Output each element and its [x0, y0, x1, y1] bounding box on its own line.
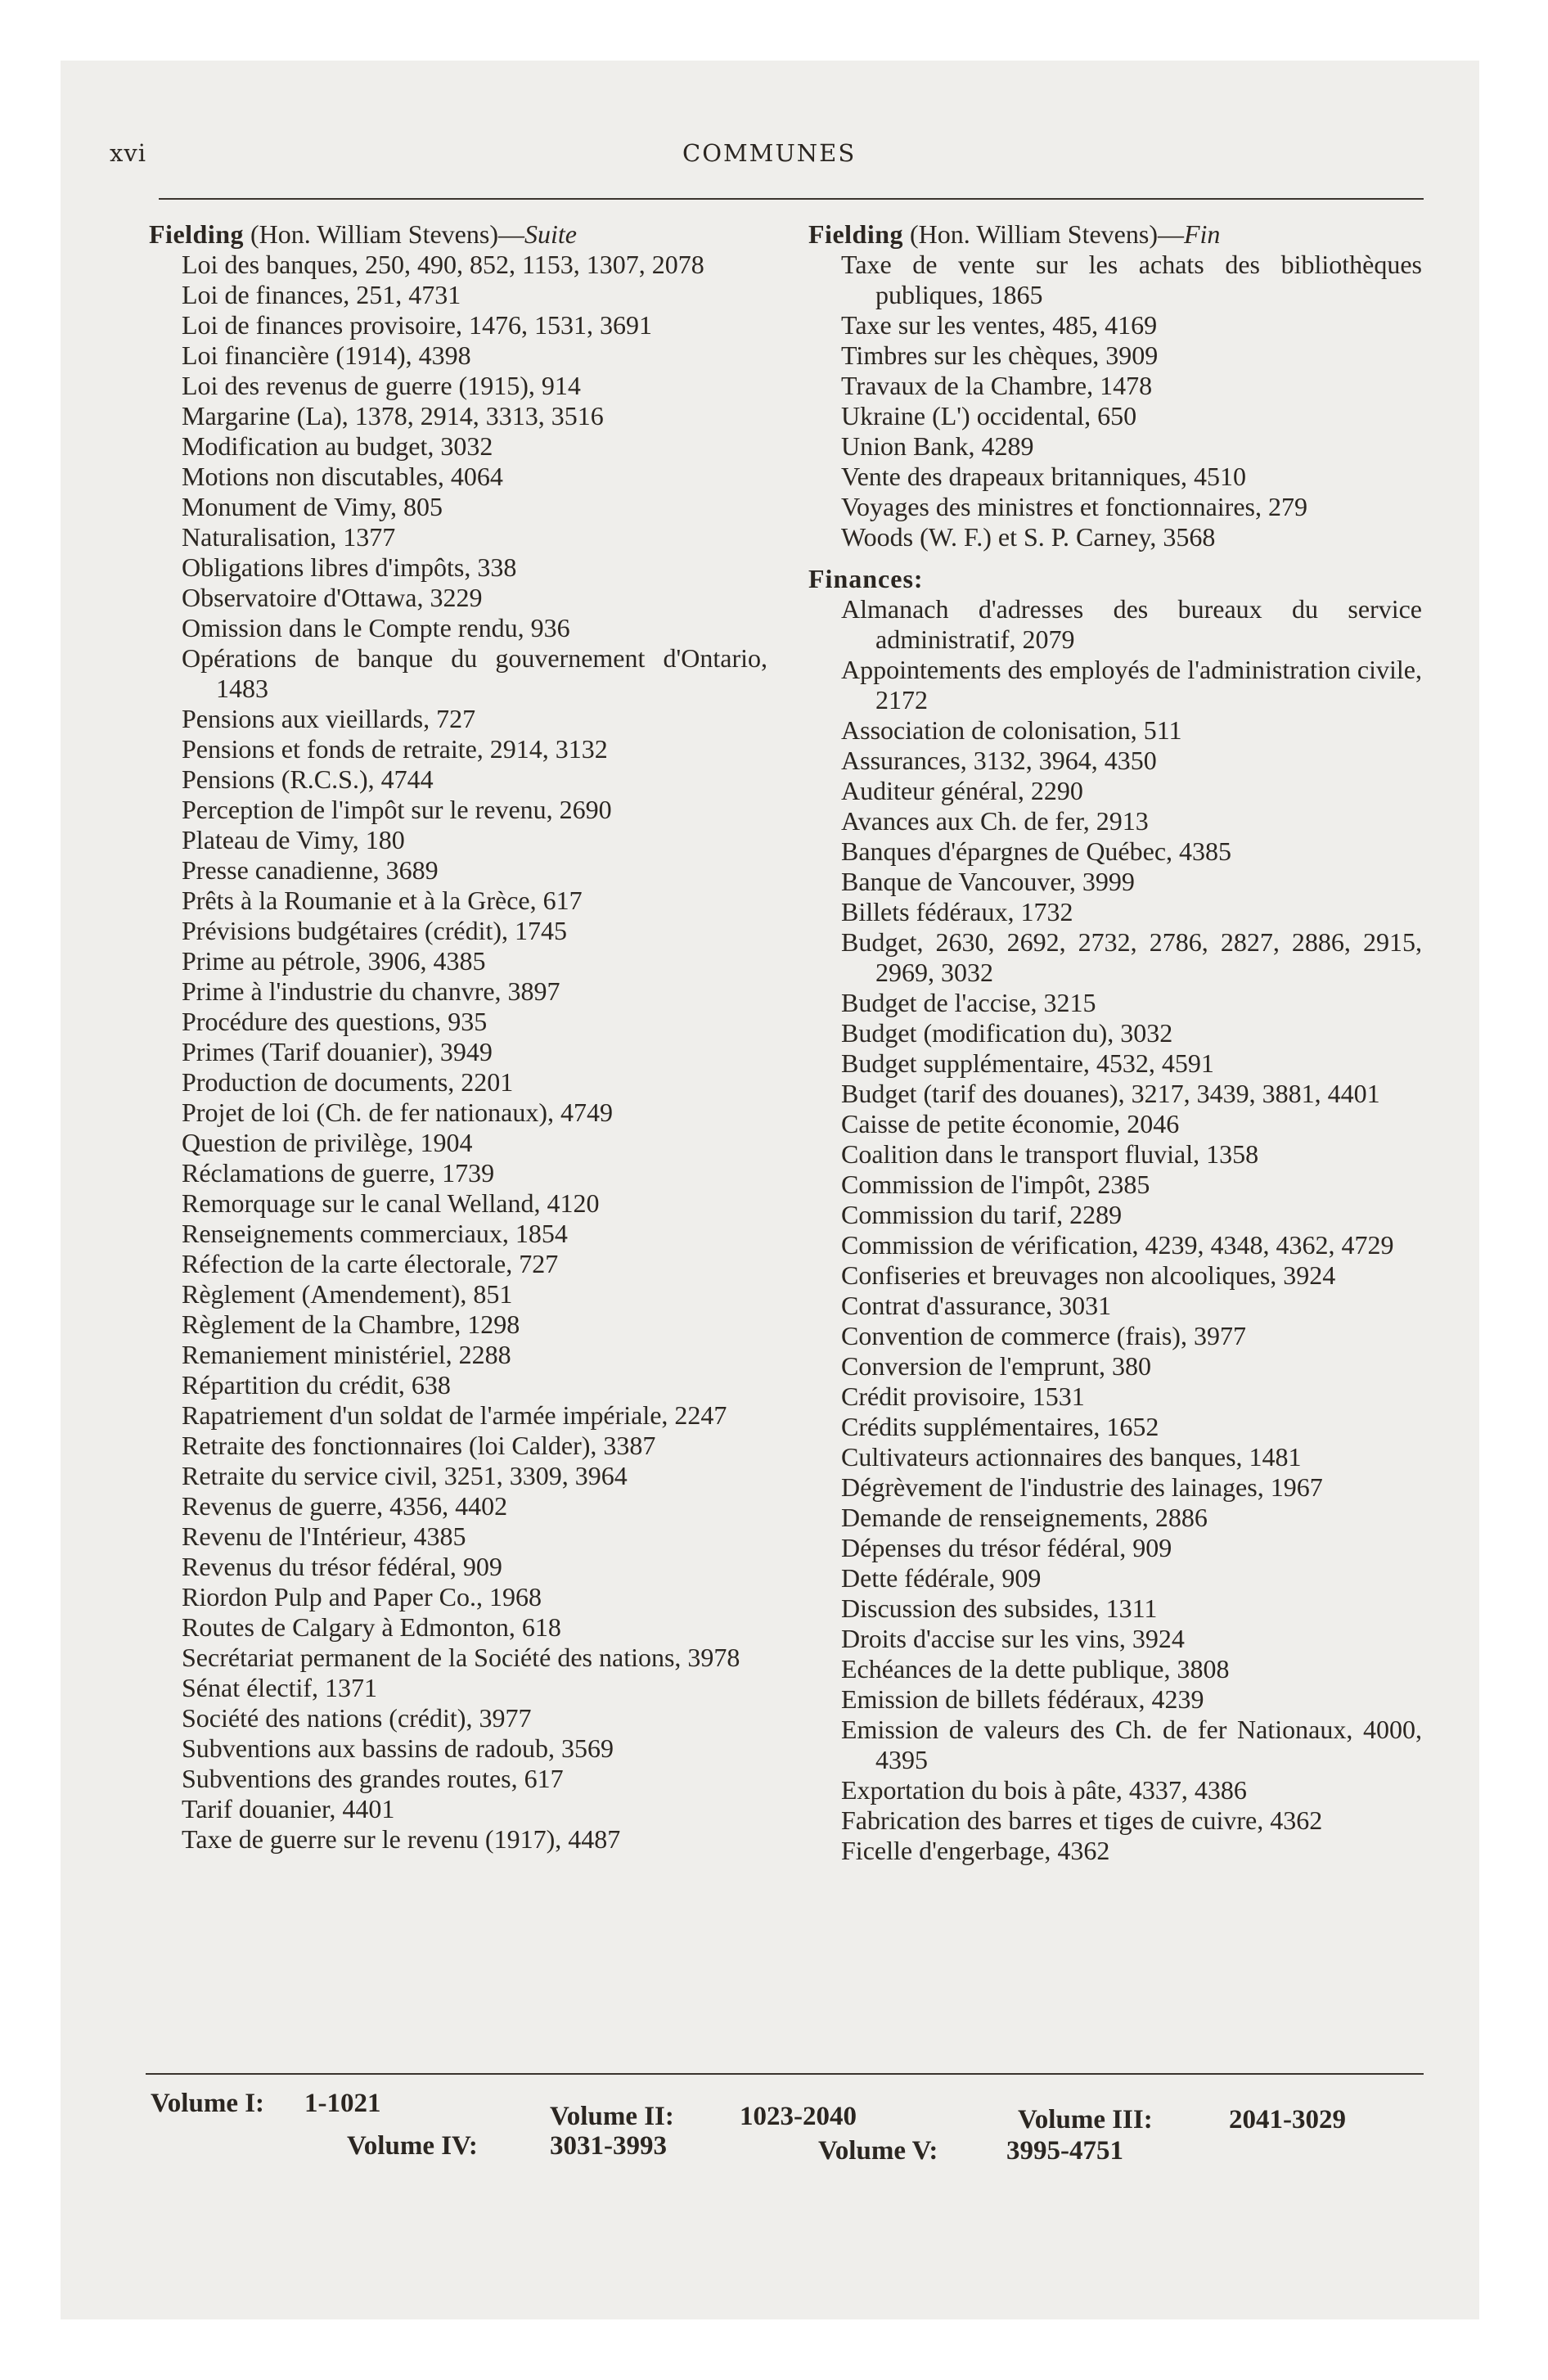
- index-entry: Droits d'accise sur les vins, 3924: [841, 1624, 1185, 1653]
- heading-suffix: Fin: [1183, 219, 1221, 249]
- volume-2-label: Volume II:: [550, 2102, 674, 2131]
- index-entry: Pensions et fonds de retraite, 2914, 3132: [182, 734, 608, 764]
- index-entry: Dette fédérale, 909: [841, 1563, 1042, 1593]
- index-entry: Règlement (Amendement), 851: [182, 1279, 513, 1309]
- index-entry: Observatoire d'Ottawa, 3229: [182, 583, 483, 612]
- volume-3-label: Volume III:: [1018, 2105, 1153, 2134]
- index-entry: Prévisions budgétaires (crédit), 1745: [182, 916, 567, 945]
- index-entry: Loi de finances, 251, 4731: [182, 280, 461, 309]
- index-entry: Revenus de guerre, 4356, 4402: [182, 1491, 508, 1521]
- index-entry: Loi de finances provisoire, 1476, 1531, 3691: [182, 310, 652, 340]
- index-entry: Commission du tarif, 2289: [841, 1200, 1123, 1229]
- index-entry: Monument de Vimy, 805: [182, 492, 443, 521]
- heading-rest: (Hon. William Stevens)—: [903, 219, 1184, 249]
- index-entry: Subventions des grandes routes, 617: [182, 1764, 564, 1793]
- index-entry: Règlement de la Chambre, 1298: [182, 1309, 520, 1339]
- index-entry: Commission de l'impôt, 2385: [841, 1170, 1150, 1199]
- index-entry: Budget (tarif des douanes), 3217, 3439, 3881, 4401: [841, 1079, 1380, 1108]
- index-entry: Coalition dans le transport fluvial, 1358: [841, 1139, 1259, 1169]
- index-entry: Budget (modification du), 3032: [841, 1018, 1173, 1048]
- page-title: COMMUNES: [682, 139, 857, 167]
- index-entry: Convention de commerce (frais), 3977: [841, 1321, 1246, 1350]
- index-entry: Procédure des questions, 935: [182, 1007, 488, 1036]
- index-entry: Emission de valeurs des Ch. de fer Nationaux, 4000, 4395: [841, 1715, 1422, 1774]
- index-entry: Prime à l'industrie du chanvre, 3897: [182, 976, 560, 1006]
- index-entry: Taxe de guerre sur le revenu (1917), 4487: [182, 1824, 621, 1854]
- left-column: [149, 219, 767, 1855]
- index-entry: Omission dans le Compte rendu, 936: [182, 613, 570, 642]
- index-entry: Banque de Vancouver, 3999: [841, 867, 1135, 896]
- index-entry: Retraite du service civil, 3251, 3309, 3964: [182, 1461, 628, 1490]
- index-entry: Obligations libres d'impôts, 338: [182, 552, 517, 582]
- index-entry: Avances aux Ch. de fer, 2913: [841, 806, 1149, 836]
- index-entry: Réclamations de guerre, 1739: [182, 1158, 495, 1188]
- index-entry: Auditeur général, 2290: [841, 776, 1083, 805]
- index-entry: Ficelle d'engerbage, 4362: [841, 1836, 1110, 1865]
- index-entry: Subventions aux bassins de radoub, 3569: [182, 1733, 614, 1763]
- index-entry: Modification au budget, 3032: [182, 431, 493, 461]
- index-entry: Discussion des subsides, 1311: [841, 1593, 1158, 1623]
- index-entry: Billets fédéraux, 1732: [841, 897, 1073, 926]
- section-heading: Finances:: [808, 564, 924, 593]
- index-entry: Voyages des ministres et fonctionnaires, 279: [841, 492, 1307, 521]
- index-entry: Taxe sur les ventes, 485, 4169: [841, 310, 1158, 340]
- index-entry: Plateau de Vimy, 180: [182, 825, 405, 854]
- index-entry: Emission de billets fédéraux, 4239: [841, 1684, 1204, 1714]
- index-entry: Loi des revenus de guerre (1915), 914: [182, 371, 581, 400]
- index-entry: Prime au pétrole, 3906, 4385: [182, 946, 486, 976]
- index-entry: Loi financière (1914), 4398: [182, 340, 471, 370]
- left-column-heading: [149, 219, 767, 250]
- index-entry: Dégrèvement de l'industrie des lainages, 1967: [841, 1472, 1323, 1502]
- index-entry: Primes (Tarif douanier), 3949: [182, 1037, 493, 1066]
- index-entry: Union Bank, 4289: [841, 431, 1034, 461]
- volume-3-range: 2041-3029: [1229, 2105, 1346, 2134]
- volume-5-range: 3995-4751: [1006, 2136, 1123, 2166]
- volume-5-label: Volume V:: [818, 2136, 938, 2166]
- heading-rest: (Hon. William Stevens)—: [244, 219, 524, 249]
- index-entry: Echéances de la dette publique, 3808: [841, 1654, 1230, 1684]
- index-entry: Rapatriement d'un soldat de l'armée impériale, 2247: [182, 1400, 727, 1430]
- index-entry: Opérations de banque du gouvernement d'Ontario, 1483: [182, 643, 767, 703]
- index-entry: Société des nations (crédit), 3977: [182, 1703, 532, 1733]
- index-entry: Appointements des employés de l'administration civile, 2172: [841, 655, 1422, 714]
- right-column-heading: [808, 219, 1422, 250]
- index-entry: Margarine (La), 1378, 2914, 3313, 3516: [182, 401, 604, 430]
- index-entry: Réfection de la carte électorale, 727: [182, 1249, 559, 1278]
- heading-name: Fielding: [808, 219, 904, 249]
- page-number: xvi: [110, 139, 147, 167]
- index-entry: Assurances, 3132, 3964, 4350: [841, 746, 1157, 775]
- index-entry: Timbres sur les chèques, 3909: [841, 340, 1159, 370]
- index-entry: Ukraine (L') occidental, 650: [841, 401, 1137, 430]
- index-entry: Perception de l'impôt sur le revenu, 2690: [182, 795, 612, 824]
- index-entry: Pensions (R.C.S.), 4744: [182, 764, 434, 794]
- heading-name: Fielding: [149, 219, 245, 249]
- volume-4-range: 3031-3993: [550, 2131, 667, 2161]
- index-entry: Retraite des fonctionnaires (loi Calder), 3387: [182, 1431, 656, 1460]
- index-entry: Riordon Pulp and Paper Co., 1968: [182, 1582, 542, 1611]
- volume-1-label: Volume I:: [151, 2089, 265, 2118]
- index-entry: Remorquage sur le canal Welland, 4120: [182, 1188, 600, 1218]
- index-entry: Travaux de la Chambre, 1478: [841, 371, 1153, 400]
- index-entry: Crédits supplémentaires, 1652: [841, 1412, 1159, 1441]
- index-entry: Loi des banques, 250, 490, 852, 1153, 1307, 2078: [182, 250, 704, 279]
- volume-1-range: 1-1021: [304, 2089, 381, 2118]
- index-entry: Exportation du bois à pâte, 4337, 4386: [841, 1775, 1247, 1805]
- index-entry: Projet de loi (Ch. de fer nationaux), 4749: [182, 1098, 613, 1127]
- index-entry: Remaniement ministériel, 2288: [182, 1340, 511, 1369]
- index-entry: Motions non discutables, 4064: [182, 462, 503, 491]
- index-entry: Routes de Calgary à Edmonton, 618: [182, 1612, 561, 1642]
- index-entry: Production de documents, 2201: [182, 1067, 514, 1097]
- index-entry: Renseignements commerciaux, 1854: [182, 1219, 568, 1248]
- index-entry: Vente des drapeaux britanniques, 4510: [841, 462, 1246, 491]
- section-entry-list: [808, 594, 1422, 1866]
- right-column: [808, 219, 1422, 1866]
- index-entry: Fabrication des barres et tiges de cuivre, 4362: [841, 1805, 1323, 1835]
- index-entry: Dépenses du trésor fédéral, 909: [841, 1533, 1172, 1562]
- index-entry: Budget, 2630, 2692, 2732, 2786, 2827, 2886, 2915, 2969, 3032: [841, 927, 1422, 987]
- index-entry: Taxe de vente sur les achats des bibliothèques publiques, 1865: [841, 250, 1422, 309]
- index-entry: Association de colonisation, 511: [841, 715, 1182, 745]
- index-entry: Tarif douanier, 4401: [182, 1794, 395, 1823]
- header-rule: [159, 198, 1424, 200]
- index-entry: Prêts à la Roumanie et à la Grèce, 617: [182, 886, 583, 915]
- index-entry: Budget de l'accise, 3215: [841, 988, 1096, 1017]
- index-entry: Woods (W. F.) et S. P. Carney, 3568: [841, 522, 1216, 552]
- index-entry: Crédit provisoire, 1531: [841, 1382, 1085, 1411]
- index-entry: Secrétariat permanent de la Société des nations, 3978: [182, 1643, 740, 1672]
- heading-suffix: Suite: [524, 219, 577, 249]
- index-entry: Cultivateurs actionnaires des banques, 1481: [841, 1442, 1302, 1472]
- index-entry: Budget supplémentaire, 4532, 4591: [841, 1048, 1214, 1078]
- index-entry: Revenus du trésor fédéral, 909: [182, 1552, 502, 1581]
- right-entry-list: [808, 250, 1422, 552]
- index-entry: Banques d'épargnes de Québec, 4385: [841, 836, 1232, 866]
- index-entry: Caisse de petite économie, 2046: [841, 1109, 1180, 1138]
- index-entry: Naturalisation, 1377: [182, 522, 396, 552]
- index-entry: Sénat électif, 1371: [182, 1673, 378, 1702]
- index-entry: Almanach d'adresses des bureaux du service administratif, 2079: [841, 594, 1422, 654]
- index-entry: Confiseries et breuvages non alcooliques, 3924: [841, 1260, 1336, 1290]
- index-entry: Revenu de l'Intérieur, 4385: [182, 1521, 466, 1551]
- index-entry: Presse canadienne, 3689: [182, 855, 439, 885]
- index-entry: Demande de renseignements, 2886: [841, 1503, 1208, 1532]
- index-entry: Question de privilège, 1904: [182, 1128, 473, 1157]
- index-entry: Pensions aux vieillards, 727: [182, 704, 476, 733]
- volume-4-label: Volume IV:: [347, 2131, 478, 2161]
- index-entry: Répartition du crédit, 638: [182, 1370, 451, 1400]
- index-entry: Commission de vérification, 4239, 4348, 4362, 4729: [841, 1230, 1394, 1260]
- index-entry: Contrat d'assurance, 3031: [841, 1291, 1112, 1320]
- index-entry: Conversion de l'emprunt, 380: [841, 1351, 1152, 1381]
- left-entry-list: [149, 250, 767, 1855]
- volume-2-range: 1023-2040: [740, 2102, 857, 2131]
- footer-rule: [146, 2073, 1424, 2075]
